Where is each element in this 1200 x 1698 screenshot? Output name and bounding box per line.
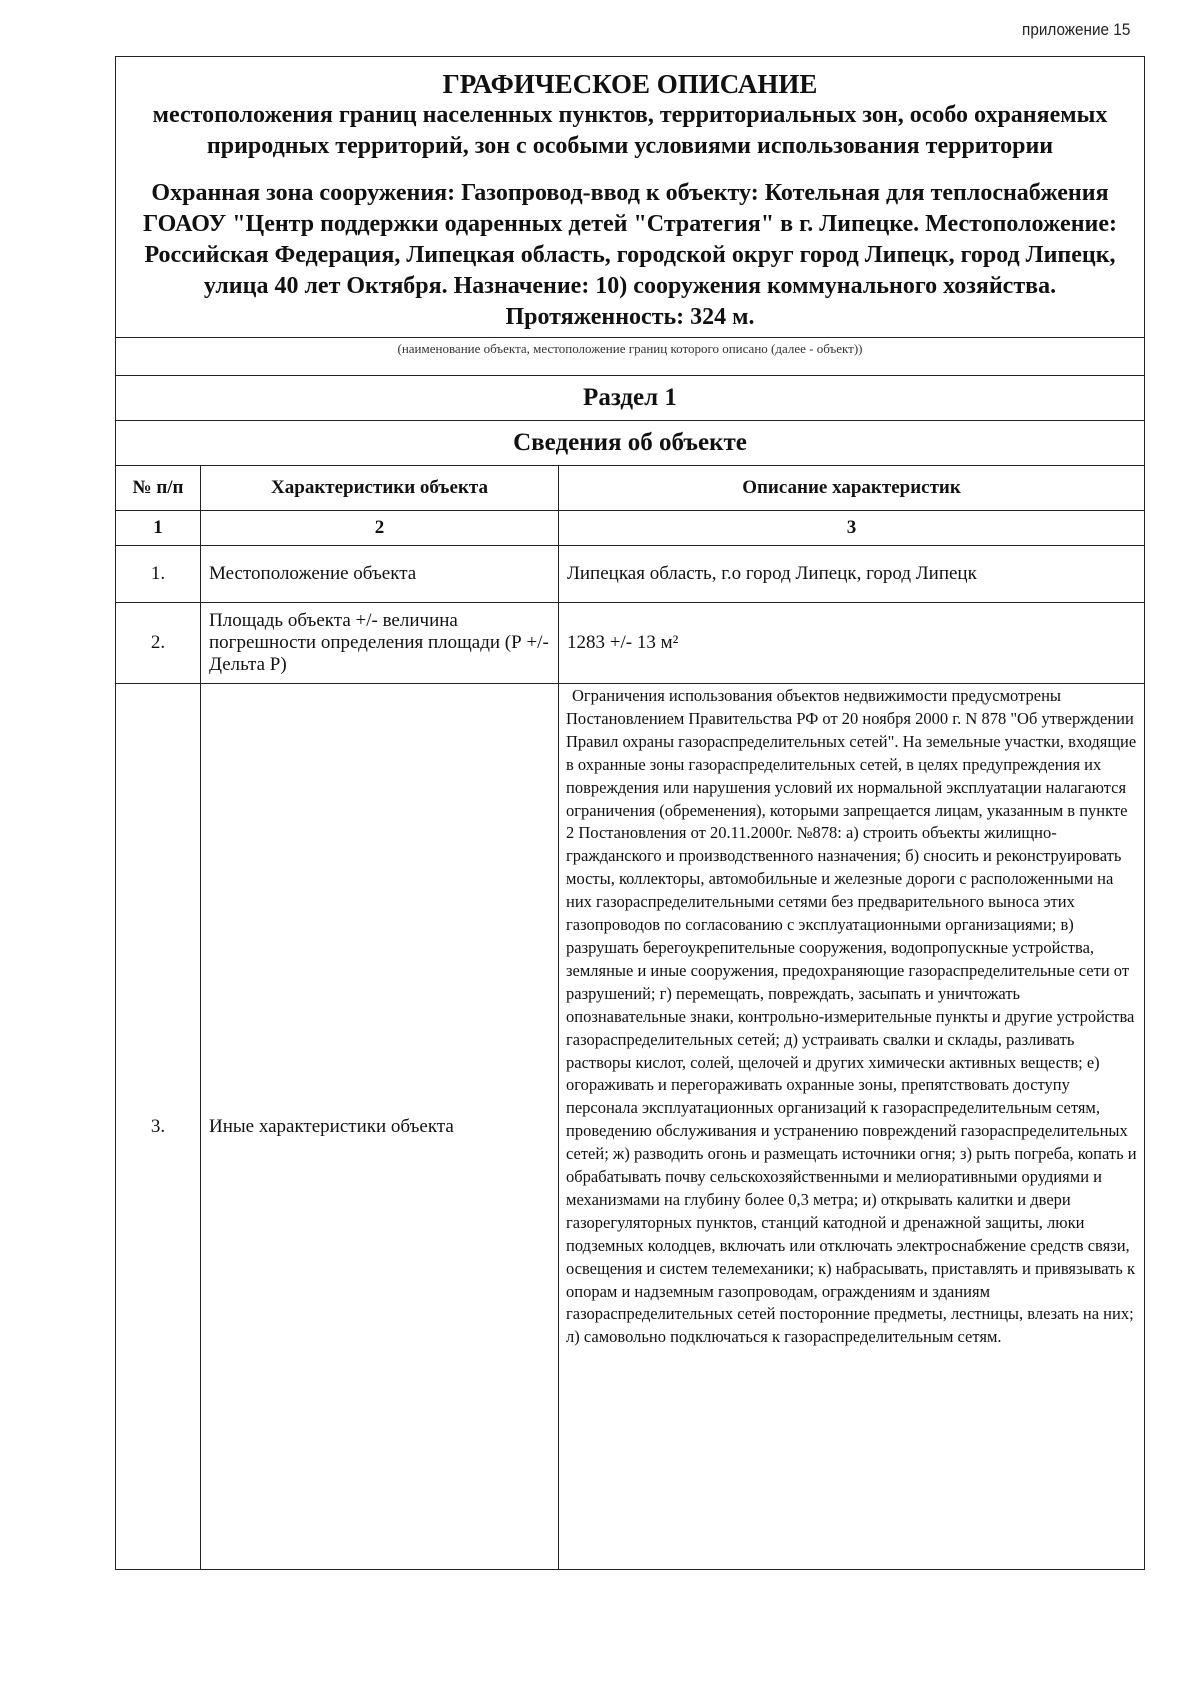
row-number: 1. xyxy=(116,546,201,603)
row-number: 3. xyxy=(116,684,201,1570)
header-characteristic: Характеристики объекта xyxy=(201,466,559,511)
column-number-2: 2 xyxy=(201,511,559,546)
column-number-3: 3 xyxy=(559,511,1145,546)
table-row xyxy=(116,546,1144,603)
document-subtitle: местоположения границ населенных пунктов, территориальных зон, особо охраняемых природных территорий, зон с особыми условиями использования территории xyxy=(152,102,1108,159)
section-title: Раздел 1 xyxy=(116,375,1144,420)
column-number-1: 1 xyxy=(116,511,201,546)
table-row xyxy=(116,684,1144,1570)
object-info-table xyxy=(116,465,1144,1569)
row-description: Липецкая область, г.о город Липецк, город Липецк xyxy=(559,546,1145,603)
row-characteristic: Иные характеристики объекта xyxy=(201,684,559,1570)
object-caption: (наименование объекта, местоположение границ которого описано (далее - объект)) xyxy=(116,337,1144,375)
object-name: Охранная зона сооружения: Газопровод-ввод к объекту: Котельная для теплоснабжения ГОАОУ "Центр поддержки одаренных детей "Стратегия" в г. Липецке. Местоположение: Российская Федерация, Липецкая область, городской округ город Липецк, город Липецк, улица 40 лет Октября. Назначение: 10) сооружения коммунального хозяйства. Протяженность: 324 м. xyxy=(142,180,1117,330)
document-header xyxy=(116,57,1144,337)
header-number: № п/п xyxy=(116,466,201,511)
table-row xyxy=(116,603,1144,684)
row-characteristic: Площадь объекта +/- величина погрешности определения площади (Р +/- Дельта Р) xyxy=(201,603,559,684)
document-frame xyxy=(115,56,1145,1570)
appendix-label: приложение 15 xyxy=(1021,20,1130,39)
row-description xyxy=(559,684,1145,1570)
table-header-row xyxy=(116,466,1144,511)
document-title: ГРАФИЧЕСКОЕ ОПИСАНИЕ xyxy=(442,69,818,99)
row-description: 1283 +/- 13 м² xyxy=(559,603,1145,684)
section-subtitle: Сведения об объекте xyxy=(116,420,1144,465)
row-number: 2. xyxy=(116,603,201,684)
header-description: Описание характеристик xyxy=(559,466,1145,511)
column-number-row xyxy=(116,511,1144,546)
restrictions-text: Ограничения использования объектов недвижимости предусмотрены Постановлением Правительства РФ от 20 ноября 2000 г. N 878 "Об утверждении Правил охраны газораспределительных сетей". На земельные участки, входящие в охранные зоны газораспределительных сетей, в целях предупреждения их повреждения или нарушения условий их нормальной эксплуатации налагаются ограничения (обременения), которыми запрещается лицам, указанным в пункте 2 Постановления от 20.11.2000г. №878: а) строить объекты жилищно-гражданского и производственного назначения; б) сносить и реконструировать мосты, коллекторы, автомобильные и железные дороги с расположенными на них газораспределительными сетями без предварительного выноса этих газопроводов по согласованию с эксплуатационными организациями; в) разрушать берегоукрепительные сооружения, водопропускные устройства, земляные и иные сооружения, предохраняющие газораспределительные сети от разрушений; г) перемещать, повреждать, засыпать и уничтожать опознавательные знаки, контрольно-измерительные пункты и другие устройства газораспределительных сетей; д) устраивать свалки и склады, разливать растворы кислот, солей, щелочей и других химически активных веществ; е) огораживать и перегораживать охранные зоны, препятствовать доступу персонала эксплуатационных организаций к газораспределительным сетям, проведению обслуживания и устранению повреждений газораспределительных сетей; ж) разводить огонь и размещать источники огня; з) рыть погреба, копать и обрабатывать почву сельскохозяйственными и мелиоративными орудиями и механизмами на глубину более 0,3 метра; и) открывать калитки и двери газорегуляторных пунктов, станций катодной и дренажной защиты, люки подземных колодцев, включать или отключать электроснабжение средств связи, освещения и систем телемеханики; к) набрасывать, приставлять и привязывать к опорам и надземным газопроводам, ограждениям и зданиям газораспределительных сетей посторонние предметы, лестницы, влезать на них; л) самовольно подключаться к газораспределительным сетям. xyxy=(566,686,1137,1347)
row-characteristic: Местоположение объекта xyxy=(201,546,559,603)
